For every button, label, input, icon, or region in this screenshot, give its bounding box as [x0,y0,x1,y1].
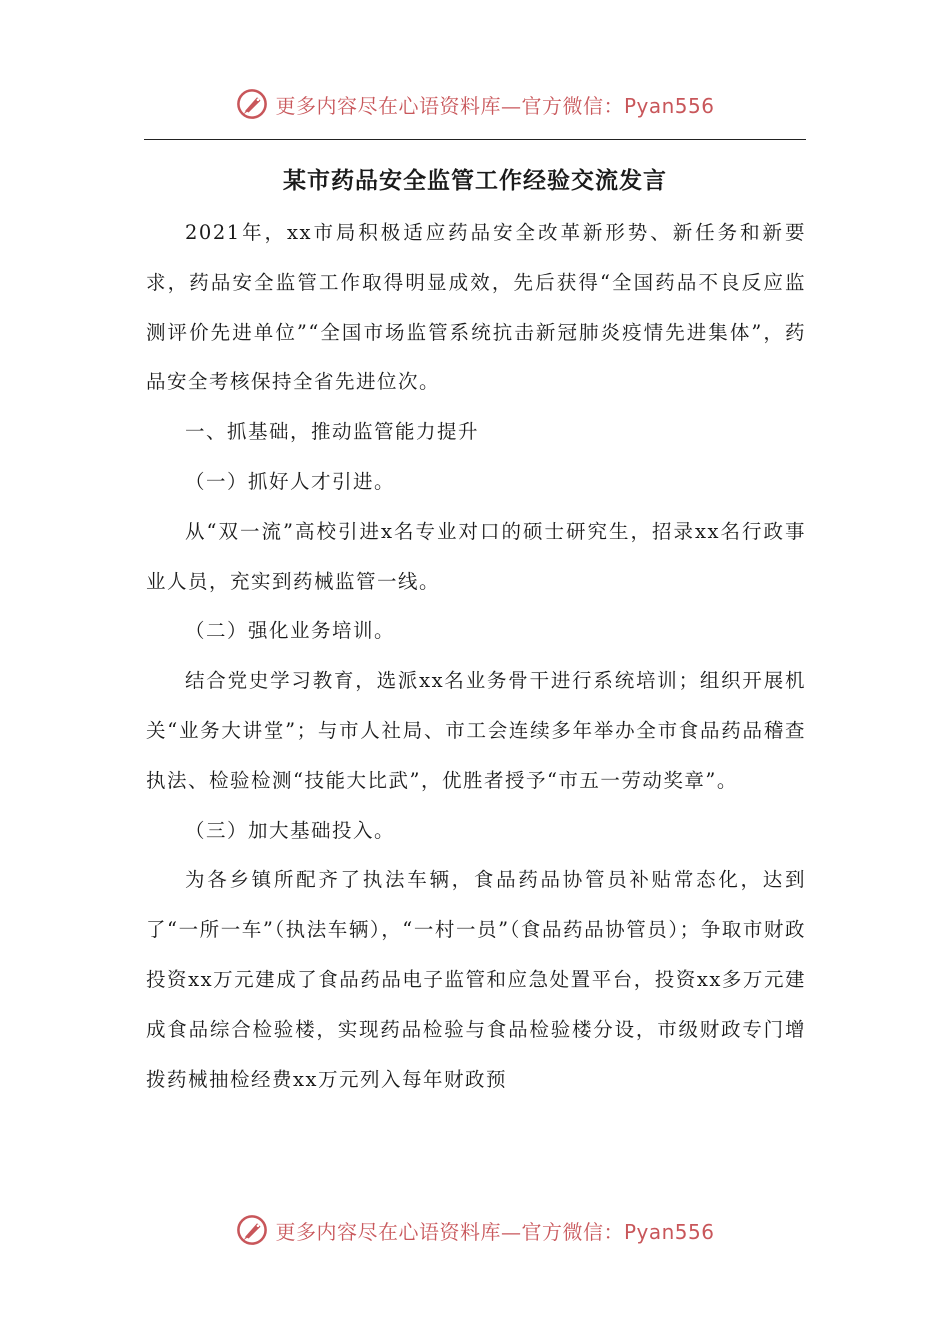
footer-banner-text: 更多内容尽在心语资料库—官方微信：Pyan556 [275,1219,715,1244]
header-divider [144,139,806,140]
footer-banner [0,1210,950,1250]
paragraph-talent: 从“双一流”高校引进x名专业对口的硕士研究生，招录xx名行政事业人员，充实到药械监管一线。 [146,519,806,593]
subheading-2: （二）强化业务培训。 [185,619,396,643]
paragraph-investment: 为各乡镇所配齐了执法车辆，食品药品协管员补贴常态化，达到了“一所一车”（执法车辆），“一村一员”（食品药品协管员）；争取市财政投资xx万元建成了食品药品电子监管和应急处置平台，投资xx多万元建成食品综合检验楼，实现药品检验与食品检验楼分设，市级财政专门增拨药械抽检经费xx万元列入每年财政预 [146,868,806,1091]
subheading-3: （三）加大基础投入。 [185,818,396,842]
paragraph-training: 结合党史学习教育，选派xx名业务骨干进行系统培训；组织开展机关“业务大讲堂”；与市人社局、市工会连续多年举办全市食品药品稽查执法、检验检测“技能大比武”，优胜者授予“市五一劳动奖章”。 [146,669,806,792]
subheading-1: （一）抓好人才引进。 [185,469,396,493]
document-body [146,208,806,1104]
header-banner [0,84,950,124]
pen-nib-logo-icon [235,1213,269,1247]
document-title: 某市药品安全监管工作经验交流发言 [283,167,667,194]
paragraph-intro: 2021年，xx市局积极适应药品安全改革新形势、新任务和新要求，药品安全监管工作取得明显成效，先后获得“全国药品不良反应监测评价先进单位”“全国市场监管系统抗击新冠肺炎疫情先进集体”，药品安全考核保持全省先进位次。 [146,221,806,394]
pen-nib-logo-icon [235,87,269,121]
section-heading-1: 一、抓基础，推动监管能力提升 [185,420,480,444]
header-banner-text: 更多内容尽在心语资料库—官方微信：Pyan556 [275,93,715,118]
